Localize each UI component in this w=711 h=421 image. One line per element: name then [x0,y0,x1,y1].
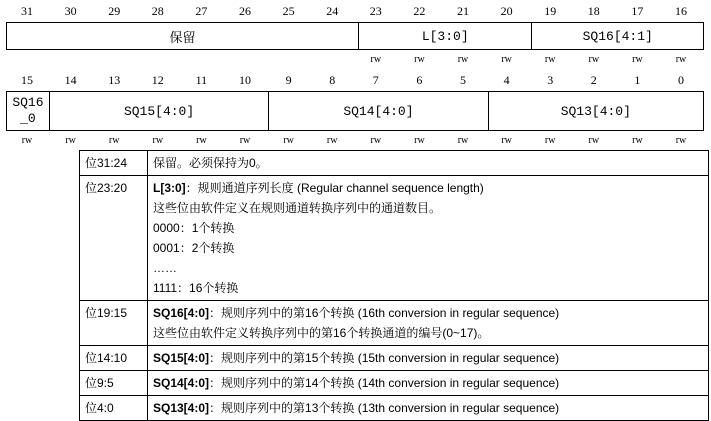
top-bit-18: 18 [587,4,600,18]
field-summary: ：规则序列中的第16个转换 (16th conversion in regular sequence) [209,306,560,320]
bottom-rw-label: rw [196,135,207,146]
row-desc [148,301,709,346]
top-bit-17: 17 [631,4,644,18]
field-summary: ：规则通道序列长度 (Regular channel sequence length) [185,181,484,195]
bottom-bit-14: 14 [64,73,77,87]
bottom-bit-0: 0 [678,73,684,87]
top-bit-22: 22 [413,4,426,18]
field-name: SQ14[4:0] [153,376,210,390]
field-name: SQ16[4:0] [153,306,210,320]
row-bits: 位9:5 [80,371,148,396]
table-row [80,371,709,396]
row-bits: 位31:24 [80,151,148,176]
register-upper-half [6,22,704,50]
field-sq16-lo [7,92,50,130]
top-rw-label: rw [501,54,512,65]
field-summary: ：规则序列中的第14个转换 (14th conversion in regular sequence) [209,376,560,390]
bottom-bit-7: 7 [372,73,379,87]
bottom-rw-label: rw [501,135,512,146]
bottom-bit-2: 2 [590,73,597,87]
row-desc [148,346,709,371]
row-desc [148,371,709,396]
bottom-bit-15: 15 [21,73,33,87]
top-rw-label: rw [632,54,643,65]
top-bit-28: 28 [151,4,164,18]
row-bits: 位14:10 [80,346,148,371]
row-bits: 位19:15 [80,301,148,346]
table-row [80,301,709,346]
field-sq14: SQ14[4:0] [269,92,488,130]
field-name: L[3:0] [153,181,186,195]
row-desc-line: …… [153,261,177,275]
bottom-rw-label: rw [544,135,556,146]
row-desc-line: 这些位由软件定义在规则通道转换序列中的通道数目。 [153,201,442,215]
bottom-bit-3: 3 [547,73,554,87]
row-desc-heading [153,303,703,323]
field-name: SQ13[4:0] [153,401,210,415]
top-bit-25: 25 [282,4,295,18]
bit-description-table [79,150,709,421]
row-desc-line: 1111：16个转换 [153,281,239,295]
row-desc [148,176,709,301]
bottom-rw-label: rw [370,135,382,146]
top-rw-label: rw [457,54,469,65]
bottom-rw-label: rw [457,135,469,146]
row-desc-line: 这些位由软件定义转换序列中的第16个转换通道的编号(0~17)。 [153,326,490,340]
bottom-rw-label: rw [108,135,120,146]
bottom-bit-12: 12 [151,73,164,87]
bottom-bit-numbers [5,73,705,89]
bottom-bit-4: 4 [503,73,510,87]
top-bit-27: 27 [195,4,208,18]
bottom-bit-5: 5 [460,73,466,87]
top-rw-label: rw [675,54,687,65]
bottom-rw-label: rw [21,135,33,146]
top-bit-30: 30 [64,4,77,18]
top-rw-label: rw [370,54,382,65]
top-rw-label: rw [414,54,425,65]
table-row [80,151,709,176]
field-sq16-hi: SQ16[4:1] [582,28,653,44]
top-bit-29: 29 [108,4,121,18]
bottom-bit-8: 8 [329,73,336,87]
field-summary: ：规则序列中的第15个转换 (15th conversion in regular sequence) [209,351,560,365]
field-l: L[3:0] [359,23,533,49]
field-summary: ：规则序列中的第13个转换 (13th conversion in regular sequence) [209,401,560,415]
top-bit-20: 20 [500,4,513,18]
row-bits: 位4:0 [80,396,148,421]
bottom-rw-label: rw [414,135,425,146]
bottom-rw-label: rw [65,135,76,146]
row-desc-line: 0000：1个转换 [153,221,235,235]
bottom-bit-6: 6 [416,73,423,87]
top-bit-31: 31 [21,4,33,18]
field-sq13: SQ13[4:0] [560,103,631,119]
top-bit-19: 19 [544,4,557,18]
bottom-rw-label: rw [675,135,687,146]
top-bit-24: 24 [326,4,339,18]
bottom-bit-10: 10 [239,73,251,87]
bottom-rw-label: rw [326,135,338,146]
field-sq16-lo-line1: SQ16 [12,95,44,110]
top-bit-26: 26 [239,4,251,18]
row-desc: 保留。必须保持为0。 [148,151,709,176]
table-row [80,176,709,301]
top-rw-label: rw [544,54,556,65]
field-sq15: SQ15[4:0] [50,92,269,130]
bottom-rw-label: rw [152,135,164,146]
bottom-bit-11: 11 [195,73,208,87]
table-row [80,346,709,371]
bottom-bit-9: 9 [285,73,292,87]
field-name: SQ15[4:0] [153,351,210,365]
bottom-rw-label: rw [283,135,294,146]
row-bits: 位23:20 [80,176,148,301]
top-bit-23: 23 [369,4,382,18]
bottom-rw-label: rw [588,135,600,146]
bottom-bit-13: 13 [108,73,121,87]
top-bit-numbers [5,4,705,20]
top-rw-label: rw [588,54,600,65]
field-reserved: 保留 [7,23,359,49]
bottom-rw-label: rw [632,135,643,146]
row-desc-heading [153,178,703,198]
row-desc-line: 0001：2个转换 [153,241,235,255]
top-bit-21: 21 [457,4,469,18]
top-bit-16: 16 [675,4,687,18]
field-sq16-lo-line2: _0 [20,111,36,126]
register-lower-half [6,91,704,131]
bottom-bit-1: 1 [634,73,641,87]
bottom-rw-label: rw [239,135,251,146]
